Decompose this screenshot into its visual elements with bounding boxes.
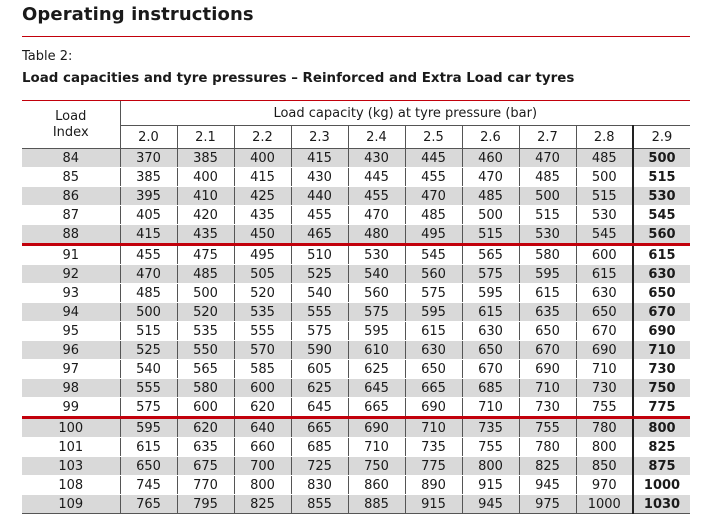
capacity-cell: 525	[120, 341, 177, 360]
capacity-cell: 450	[234, 225, 291, 245]
load-index-cell: 95	[22, 322, 120, 341]
capacity-cell: 395	[120, 187, 177, 206]
capacity-cell: 625	[348, 360, 405, 379]
capacity-cell: 615	[519, 284, 576, 303]
capacity-cell: 665	[348, 398, 405, 418]
load-index-cell: 108	[22, 476, 120, 495]
capacity-cell: 755	[462, 438, 519, 457]
capacity-cell: 400	[177, 168, 234, 187]
capacity-cell: 530	[576, 206, 633, 225]
capacity-cell: 385	[120, 168, 177, 187]
capacity-cell: 420	[177, 206, 234, 225]
capacity-cell: 630	[462, 322, 519, 341]
table-row	[22, 418, 690, 438]
capacity-cell: 730	[633, 360, 690, 379]
capacity-cell: 575	[120, 398, 177, 418]
capacity-cell: 445	[348, 168, 405, 187]
load-index-cell: 103	[22, 457, 120, 476]
capacity-cell: 435	[234, 206, 291, 225]
capacity-cell: 700	[234, 457, 291, 476]
capacity-cell: 645	[348, 379, 405, 398]
capacity-cell: 410	[177, 187, 234, 206]
capacity-cell: 500	[633, 149, 690, 168]
capacity-cell: 435	[177, 225, 234, 245]
capacity-cell: 460	[462, 149, 519, 168]
capacity-cell: 795	[177, 495, 234, 514]
capacity-cell: 500	[462, 206, 519, 225]
capacity-cell: 405	[120, 206, 177, 225]
capacity-cell: 975	[519, 495, 576, 514]
load-index-cell: 94	[22, 303, 120, 322]
capacity-cell: 675	[177, 457, 234, 476]
table-row	[22, 225, 690, 245]
capacity-cell: 620	[177, 418, 234, 438]
capacity-cell: 685	[462, 379, 519, 398]
pressure-header-cell: 2.5	[405, 126, 462, 149]
capacity-cell: 670	[462, 360, 519, 379]
capacity-cell: 470	[120, 265, 177, 284]
table-number: Table 2:	[22, 49, 73, 64]
capacity-cell: 530	[348, 245, 405, 265]
capacity-cell: 665	[405, 379, 462, 398]
table-row	[22, 476, 690, 495]
capacity-cell: 690	[576, 341, 633, 360]
table-row	[22, 360, 690, 379]
capacity-cell: 635	[519, 303, 576, 322]
capacity-cell: 385	[177, 149, 234, 168]
capacity-cell: 645	[291, 398, 348, 418]
pressure-header-cell: 2.4	[348, 126, 405, 149]
capacity-cell: 915	[405, 495, 462, 514]
capacity-cell: 710	[519, 379, 576, 398]
capacity-cell: 430	[348, 149, 405, 168]
capacity-cell: 470	[405, 187, 462, 206]
capacity-cell: 590	[291, 341, 348, 360]
pressure-header-cell: 2.8	[576, 126, 633, 149]
capacity-header: Load capacity (kg) at tyre pressure (bar)	[120, 101, 690, 126]
capacity-cell: 800	[234, 476, 291, 495]
capacity-cell: 595	[462, 284, 519, 303]
capacity-cell: 730	[576, 379, 633, 398]
capacity-cell: 470	[462, 168, 519, 187]
capacity-cell: 530	[633, 187, 690, 206]
capacity-cell: 560	[405, 265, 462, 284]
capacity-cell: 630	[405, 341, 462, 360]
capacity-cell: 495	[234, 245, 291, 265]
load-index-header-line1: Load	[55, 108, 87, 124]
capacity-cell: 775	[633, 398, 690, 418]
capacity-cell: 710	[348, 438, 405, 457]
table-row	[22, 303, 690, 322]
capacity-cell: 780	[576, 418, 633, 438]
capacity-cell: 515	[576, 187, 633, 206]
capacity-cell: 535	[177, 322, 234, 341]
capacity-cell: 630	[576, 284, 633, 303]
capacity-cell: 500	[177, 284, 234, 303]
capacity-cell: 825	[234, 495, 291, 514]
load-index-cell: 91	[22, 245, 120, 265]
capacity-cell: 565	[177, 360, 234, 379]
capacity-cell: 710	[633, 341, 690, 360]
load-index-cell: 98	[22, 379, 120, 398]
capacity-cell: 540	[120, 360, 177, 379]
capacity-cell: 615	[120, 438, 177, 457]
capacity-cell: 755	[519, 418, 576, 438]
capacity-cell: 455	[120, 245, 177, 265]
capacity-cell: 1030	[633, 495, 690, 514]
table-row	[22, 168, 690, 187]
capacity-cell: 415	[234, 168, 291, 187]
capacity-cell: 485	[120, 284, 177, 303]
capacity-cell: 630	[633, 265, 690, 284]
capacity-cell: 945	[519, 476, 576, 495]
capacity-cell: 485	[177, 265, 234, 284]
capacity-cell: 875	[633, 457, 690, 476]
capacity-cell: 710	[462, 398, 519, 418]
capacity-cell: 500	[576, 168, 633, 187]
capacity-cell: 615	[633, 245, 690, 265]
capacity-cell: 765	[120, 495, 177, 514]
capacity-cell: 1000	[633, 476, 690, 495]
capacity-cell: 550	[177, 341, 234, 360]
capacity-cell: 485	[576, 149, 633, 168]
capacity-cell: 455	[291, 206, 348, 225]
table-row	[22, 322, 690, 341]
table-row	[22, 245, 690, 265]
capacity-cell: 445	[405, 149, 462, 168]
capacity-cell: 530	[519, 225, 576, 245]
load-index-header-line2: Index	[52, 124, 89, 140]
capacity-cell: 670	[519, 341, 576, 360]
capacity-cell: 650	[576, 303, 633, 322]
capacity-cell: 470	[519, 149, 576, 168]
capacity-cell: 710	[405, 418, 462, 438]
pressure-header-cell: 2.7	[519, 126, 576, 149]
capacity-cell: 800	[462, 457, 519, 476]
pressure-header-row	[22, 126, 690, 149]
capacity-cell: 415	[120, 225, 177, 245]
capacity-cell: 520	[234, 284, 291, 303]
capacity-cell: 535	[234, 303, 291, 322]
capacity-cell: 455	[348, 187, 405, 206]
capacity-cell: 800	[576, 438, 633, 457]
capacity-cell: 855	[291, 495, 348, 514]
capacity-cell: 745	[120, 476, 177, 495]
capacity-cell: 555	[234, 322, 291, 341]
capacity-cell: 770	[177, 476, 234, 495]
capacity-cell: 710	[576, 360, 633, 379]
capacity-cell: 595	[519, 265, 576, 284]
table-row	[22, 438, 690, 457]
pressure-header-cell: 2.2	[234, 126, 291, 149]
capacity-cell: 560	[633, 225, 690, 245]
capacity-cell: 670	[576, 322, 633, 341]
capacity-cell: 890	[405, 476, 462, 495]
capacity-cell: 830	[291, 476, 348, 495]
capacity-cell: 485	[405, 206, 462, 225]
capacity-cell: 500	[120, 303, 177, 322]
capacity-cell: 455	[405, 168, 462, 187]
capacity-cell: 945	[462, 495, 519, 514]
table-row	[22, 457, 690, 476]
capacity-cell: 850	[576, 457, 633, 476]
table-caption: Load capacities and tyre pressures – Reinforced and Extra Load car tyres	[22, 71, 575, 86]
capacity-cell: 560	[348, 284, 405, 303]
capacity-cell: 540	[291, 284, 348, 303]
capacity-cell: 485	[519, 168, 576, 187]
capacity-cell: 485	[462, 187, 519, 206]
capacity-cell: 735	[462, 418, 519, 438]
capacity-cell: 570	[234, 341, 291, 360]
capacity-cell: 555	[120, 379, 177, 398]
capacity-cell: 730	[519, 398, 576, 418]
capacity-cell: 775	[405, 457, 462, 476]
table-row	[22, 284, 690, 303]
capacity-cell: 620	[234, 398, 291, 418]
capacity-cell: 825	[633, 438, 690, 457]
table-body	[22, 149, 690, 514]
pressure-header-cell: 2.1	[177, 126, 234, 149]
capacity-cell: 575	[405, 284, 462, 303]
capacity-cell: 400	[234, 149, 291, 168]
load-index-cell: 88	[22, 225, 120, 245]
capacity-cell: 860	[348, 476, 405, 495]
load-index-cell: 84	[22, 149, 120, 168]
capacity-cell: 470	[348, 206, 405, 225]
capacity-cell: 725	[291, 457, 348, 476]
load-index-cell: 87	[22, 206, 120, 225]
capacity-cell: 690	[633, 322, 690, 341]
capacity-cell: 500	[519, 187, 576, 206]
capacity-cell: 515	[462, 225, 519, 245]
capacity-cell: 660	[234, 438, 291, 457]
capacity-cell: 640	[234, 418, 291, 438]
capacity-cell: 615	[576, 265, 633, 284]
capacity-cell: 370	[120, 149, 177, 168]
capacity-cell: 690	[348, 418, 405, 438]
capacity-cell: 575	[462, 265, 519, 284]
pressure-header-cell: 2.0	[120, 126, 177, 149]
capacity-cell: 585	[234, 360, 291, 379]
capacity-cell: 650	[519, 322, 576, 341]
capacity-cell: 750	[348, 457, 405, 476]
capacity-cell: 670	[633, 303, 690, 322]
page-heading: Operating instructions	[22, 4, 254, 25]
load-index-cell: 101	[22, 438, 120, 457]
capacity-cell: 650	[120, 457, 177, 476]
capacity-cell: 650	[405, 360, 462, 379]
load-index-cell: 100	[22, 418, 120, 438]
load-index-cell: 85	[22, 168, 120, 187]
capacity-cell: 425	[234, 187, 291, 206]
capacity-cell: 600	[177, 398, 234, 418]
load-capacity-table	[22, 100, 690, 514]
capacity-cell: 480	[348, 225, 405, 245]
capacity-cell: 650	[633, 284, 690, 303]
capacity-cell: 625	[291, 379, 348, 398]
load-index-cell: 92	[22, 265, 120, 284]
capacity-cell: 595	[120, 418, 177, 438]
capacity-cell: 635	[177, 438, 234, 457]
pressure-header-cell: 2.3	[291, 126, 348, 149]
capacity-cell: 915	[462, 476, 519, 495]
capacity-cell: 690	[405, 398, 462, 418]
table-row	[22, 379, 690, 398]
pressure-header-cell: 2.6	[462, 126, 519, 149]
capacity-cell: 690	[519, 360, 576, 379]
capacity-cell: 600	[576, 245, 633, 265]
load-index-cell: 93	[22, 284, 120, 303]
capacity-cell: 545	[405, 245, 462, 265]
capacity-cell: 825	[519, 457, 576, 476]
table-row	[22, 341, 690, 360]
capacity-cell: 510	[291, 245, 348, 265]
capacity-cell: 970	[576, 476, 633, 495]
capacity-cell: 685	[291, 438, 348, 457]
capacity-cell: 565	[462, 245, 519, 265]
capacity-cell: 465	[291, 225, 348, 245]
capacity-cell: 750	[633, 379, 690, 398]
capacity-cell: 615	[462, 303, 519, 322]
pressure-header-cell: 2.9	[633, 126, 690, 149]
capacity-cell: 610	[348, 341, 405, 360]
table-row	[22, 398, 690, 418]
capacity-cell: 600	[234, 379, 291, 398]
capacity-cell: 580	[177, 379, 234, 398]
capacity-cell: 520	[177, 303, 234, 322]
capacity-cell: 800	[633, 418, 690, 438]
capacity-cell: 495	[405, 225, 462, 245]
capacity-cell: 515	[633, 168, 690, 187]
load-index-cell: 109	[22, 495, 120, 514]
load-index-header	[22, 101, 120, 149]
capacity-cell: 650	[462, 341, 519, 360]
capacity-cell: 505	[234, 265, 291, 284]
capacity-cell: 525	[291, 265, 348, 284]
load-index-cell: 97	[22, 360, 120, 379]
capacity-cell: 545	[633, 206, 690, 225]
capacity-cell: 605	[291, 360, 348, 379]
capacity-cell: 580	[519, 245, 576, 265]
capacity-cell: 515	[120, 322, 177, 341]
table-row	[22, 265, 690, 284]
capacity-cell: 755	[576, 398, 633, 418]
load-index-cell: 99	[22, 398, 120, 418]
capacity-cell: 575	[291, 322, 348, 341]
capacity-cell: 735	[405, 438, 462, 457]
table-row	[22, 187, 690, 206]
table-row	[22, 206, 690, 225]
capacity-cell: 430	[291, 168, 348, 187]
heading-rule	[22, 36, 690, 37]
table-row	[22, 149, 690, 168]
capacity-cell: 545	[576, 225, 633, 245]
capacity-cell: 595	[348, 322, 405, 341]
capacity-cell: 440	[291, 187, 348, 206]
capacity-cell: 575	[348, 303, 405, 322]
capacity-cell: 1000	[576, 495, 633, 514]
capacity-cell: 885	[348, 495, 405, 514]
capacity-cell: 415	[291, 149, 348, 168]
capacity-cell: 555	[291, 303, 348, 322]
capacity-cell: 595	[405, 303, 462, 322]
capacity-cell: 540	[348, 265, 405, 284]
load-index-cell: 96	[22, 341, 120, 360]
capacity-cell: 475	[177, 245, 234, 265]
capacity-cell: 615	[405, 322, 462, 341]
load-index-cell: 86	[22, 187, 120, 206]
capacity-cell: 665	[291, 418, 348, 438]
capacity-cell: 515	[519, 206, 576, 225]
capacity-cell: 780	[519, 438, 576, 457]
